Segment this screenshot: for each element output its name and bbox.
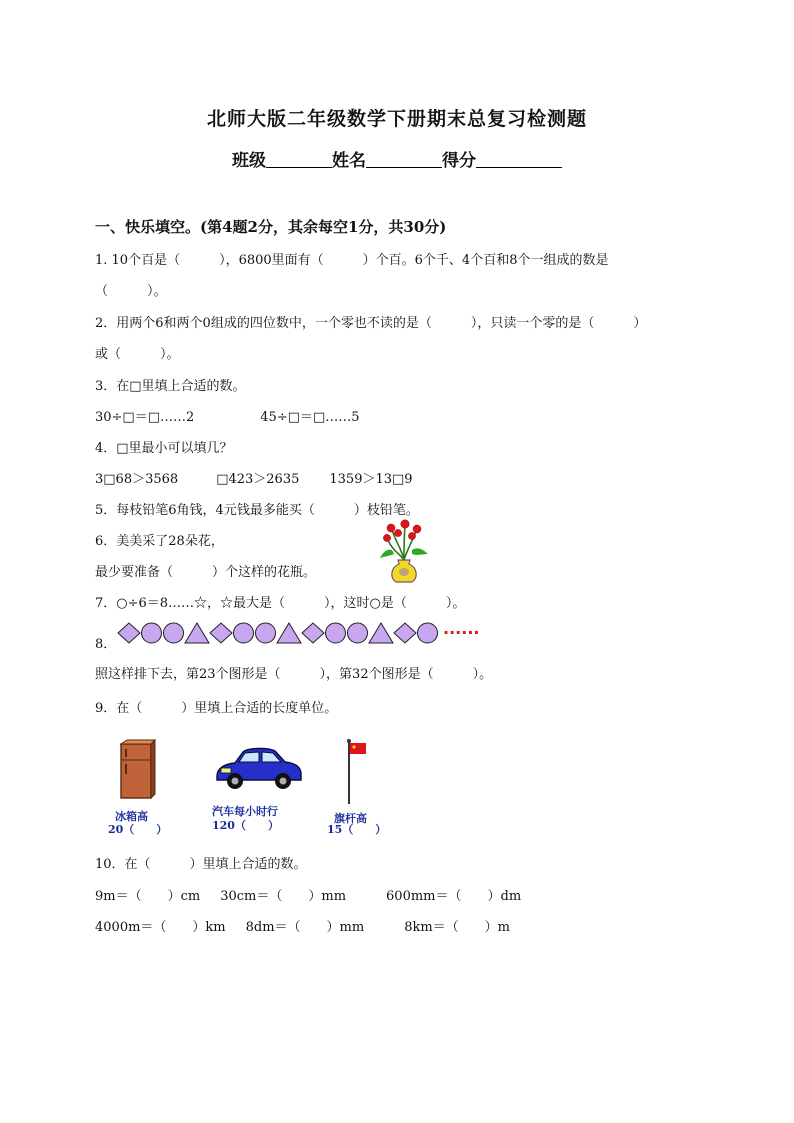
shape-circle-2	[142, 623, 162, 643]
q2-line2: 或（ ）。	[95, 347, 180, 362]
q4-text: 4．□里最小可以填几？	[95, 441, 233, 456]
shape-diamond-5	[210, 623, 232, 643]
q4-expressions	[95, 468, 413, 487]
q3-expressions	[95, 406, 360, 425]
q10-r1-c2: 30cm＝（ ）mm	[220, 889, 347, 904]
shape-diamond-1	[118, 623, 140, 643]
q4-expr1: 3□68＞3568	[95, 472, 179, 487]
continuation-dots: ······	[443, 623, 480, 642]
q10-row2	[95, 916, 510, 935]
q3-expr2: 45÷□＝□……5	[260, 410, 360, 425]
flower-vase-illustration	[378, 516, 430, 584]
q10-r2-c3: 8km＝（ ）m	[404, 920, 511, 935]
car-label: 汽车每小时行	[212, 805, 278, 818]
q10-row1	[95, 885, 521, 904]
class-label: 班级	[232, 151, 266, 171]
shape-circle-14	[418, 623, 438, 643]
shape-sequence	[118, 622, 498, 644]
name-blank[interactable]	[366, 149, 442, 168]
name-label: 姓名	[332, 151, 366, 171]
q8-number: 8．	[95, 637, 117, 652]
q10-r2-c1: 4000m＝（ ）km	[95, 920, 226, 935]
fridge-value: 20（ ）	[108, 823, 168, 836]
q4-expr3: 1359＞13□9	[329, 472, 413, 487]
shape-circle-7	[256, 623, 276, 643]
car-illustration	[213, 742, 305, 794]
flagpole-illustration	[343, 738, 373, 808]
q6-line2: 最少要准备（ ）个这样的花瓶。	[95, 565, 317, 580]
q10-text: 10．在（ ）里填上合适的数。	[95, 857, 307, 872]
q7-text: 7．○÷6＝8……☆，☆最大是（ ），这时○是（ ）。	[95, 596, 466, 611]
q10-r1-c1: 9m＝（ ）cm	[95, 889, 201, 904]
shape-triangle-4	[185, 623, 209, 643]
page-title: 北师大版二年级数学下册期末总复习检测题	[206, 108, 587, 130]
q10-r1-c3: 600mm＝（ ）dm	[386, 889, 522, 904]
section1-heading: 一、快乐填空。(第4题2分，其余每空1分，共30分)	[95, 218, 447, 236]
q3-expr1: 30÷□＝□……2	[95, 410, 195, 425]
q5-text: 5．每枝铅笔6角钱，4元钱最多能买（ ）枝铅笔。	[95, 503, 419, 518]
flagpole-label: 旗杆高	[334, 812, 367, 825]
q1-line2: （ ）。	[95, 284, 167, 299]
shape-circle-3	[164, 623, 184, 643]
q2-line1: 2．用两个6和两个0组成的四位数中，一个零也不读的是（ ），只读一个零的是（ ）	[95, 316, 647, 331]
q6-line1: 6．美美采了28朵花，	[95, 534, 224, 549]
class-blank[interactable]	[266, 149, 332, 168]
shape-circle-11	[348, 623, 368, 643]
shape-diamond-9	[302, 623, 324, 643]
car-value: 120（ ）	[212, 819, 279, 832]
q4-expr2: □423＞2635	[216, 472, 300, 487]
refrigerator-illustration	[117, 740, 157, 800]
q8-text: 照这样排下去，第23个图形是（ ），第32个图形是（ ）。	[95, 667, 493, 682]
student-info-line	[0, 146, 794, 171]
q9-text: 9．在（ ）里填上合适的长度单位。	[95, 701, 338, 716]
shape-triangle-12	[369, 623, 393, 643]
q10-r2-c2: 8dm＝（ ）mm	[245, 920, 365, 935]
fridge-label: 冰箱高	[115, 810, 148, 823]
shape-circle-6	[234, 623, 254, 643]
shape-circle-10	[326, 623, 346, 643]
score-blank[interactable]	[476, 149, 562, 168]
shape-diamond-13	[394, 623, 416, 643]
shape-triangle-8	[277, 623, 301, 643]
q3-text: 3．在□里填上合适的数。	[95, 379, 246, 394]
q1-line1: 1. 10个百是（ ），6800里面有（ ）个百。6个千、4个百和8个一组成的数是	[95, 253, 609, 268]
flagpole-value: 15（ ）	[327, 823, 387, 836]
score-label: 得分	[442, 151, 476, 171]
